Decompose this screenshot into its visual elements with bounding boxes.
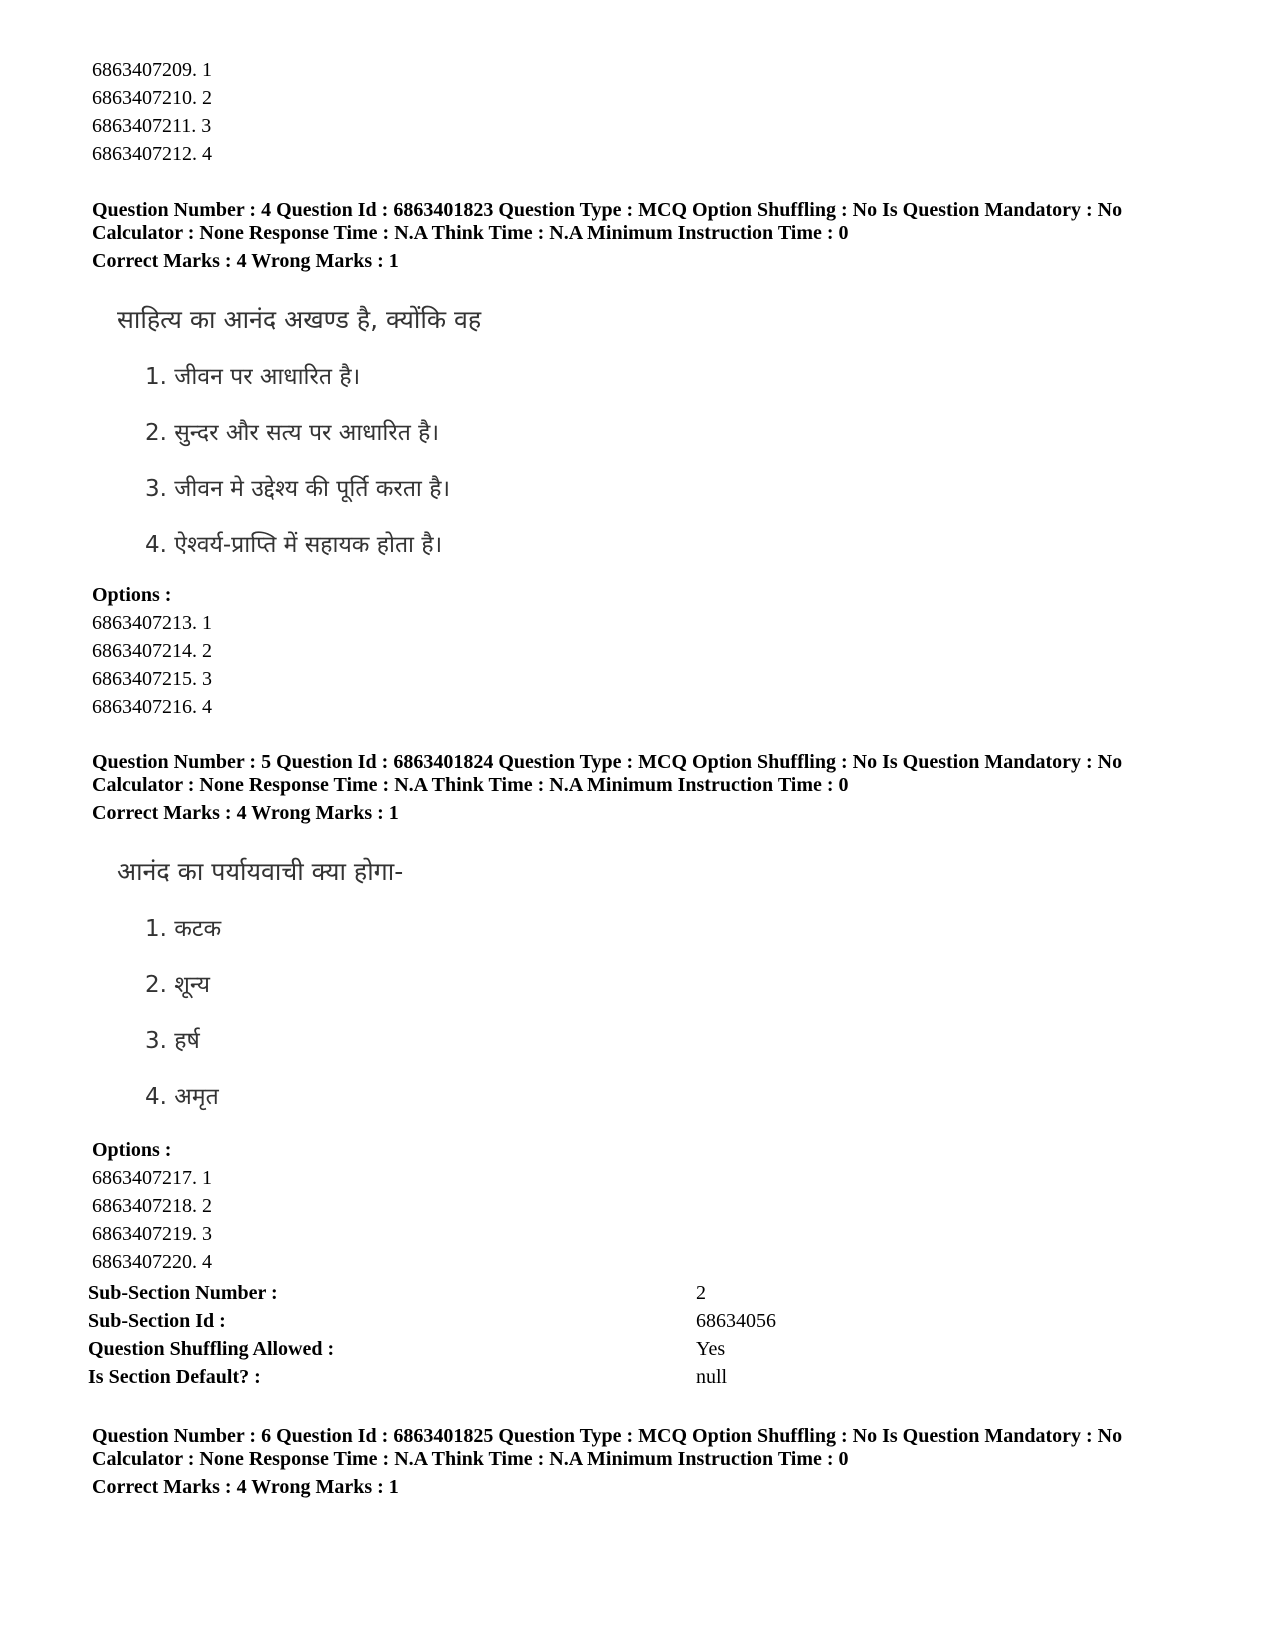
- question-header-calculator: Calculator : None Response Time : N.A Think Time : N.A Minimum Instruction Time : 0: [92, 1448, 849, 1470]
- question-choice: 3. हर्ष: [145, 1028, 200, 1054]
- section-default-label: Is Section Default? :: [88, 1366, 261, 1388]
- option-line: 6863407218. 2: [92, 1195, 212, 1217]
- question-choice: 4. अमृत: [145, 1084, 219, 1110]
- question-marks: Correct Marks : 4 Wrong Marks : 1: [92, 802, 399, 824]
- question-marks: Correct Marks : 4 Wrong Marks : 1: [92, 250, 399, 272]
- option-line: 6863407215. 3: [92, 668, 212, 690]
- option-line: 6863407217. 1: [92, 1167, 212, 1189]
- options-label: Options :: [92, 1139, 172, 1161]
- question-choice: 2. शून्य: [145, 972, 211, 998]
- option-line: 6863407211. 3: [92, 115, 212, 137]
- subsection-id-value: 68634056: [696, 1310, 776, 1332]
- option-line: 6863407214. 2: [92, 640, 212, 662]
- subsection-number-value: 2: [696, 1282, 706, 1304]
- option-line: 6863407210. 2: [92, 87, 212, 109]
- question-header: Question Number : 5 Question Id : 6863401824 Question Type : MCQ Option Shuffling : No Is Question Mandatory : No: [92, 751, 1123, 773]
- section-default-value: null: [696, 1366, 728, 1388]
- question-shuffling-value: Yes: [696, 1338, 726, 1360]
- option-line: 6863407216. 4: [92, 696, 212, 718]
- question-stem: साहित्य का आनंद अखण्ड है, क्योंकि वह: [117, 305, 482, 334]
- subsection-id-label: Sub-Section Id :: [88, 1310, 226, 1332]
- option-line: 6863407212. 4: [92, 143, 212, 165]
- question-header: Question Number : 6 Question Id : 6863401825 Question Type : MCQ Option Shuffling : No Is Question Mandatory : No: [92, 1425, 1123, 1447]
- subsection-number-label: Sub-Section Number :: [88, 1282, 278, 1304]
- question-choice: 2. सुन्दर और सत्य पर आधारित है।: [145, 420, 440, 446]
- question-marks: Correct Marks : 4 Wrong Marks : 1: [92, 1476, 399, 1498]
- question-header-calculator: Calculator : None Response Time : N.A Think Time : N.A Minimum Instruction Time : 0: [92, 774, 849, 796]
- question-shuffling-label: Question Shuffling Allowed :: [88, 1338, 335, 1360]
- option-line: 6863407220. 4: [92, 1251, 212, 1273]
- question-header-calculator: Calculator : None Response Time : N.A Think Time : N.A Minimum Instruction Time : 0: [92, 222, 849, 244]
- option-line: 6863407209. 1: [92, 59, 212, 81]
- option-line: 6863407219. 3: [92, 1223, 212, 1245]
- question-choice: 4. ऐश्वर्य-प्राप्ति में सहायक होता है।: [145, 532, 443, 558]
- question-stem: आनंद का पर्यायवाची क्या होगा-: [117, 857, 404, 886]
- option-line: 6863407213. 1: [92, 612, 212, 634]
- question-choice: 3. जीवन मे उद्देश्य की पूर्ति करता है।: [145, 476, 451, 502]
- options-label: Options :: [92, 584, 172, 606]
- question-choice: 1. कटक: [145, 916, 222, 942]
- question-header: Question Number : 4 Question Id : 6863401823 Question Type : MCQ Option Shuffling : No Is Question Mandatory : No: [92, 199, 1123, 221]
- question-choice: 1. जीवन पर आधारित है।: [145, 364, 361, 390]
